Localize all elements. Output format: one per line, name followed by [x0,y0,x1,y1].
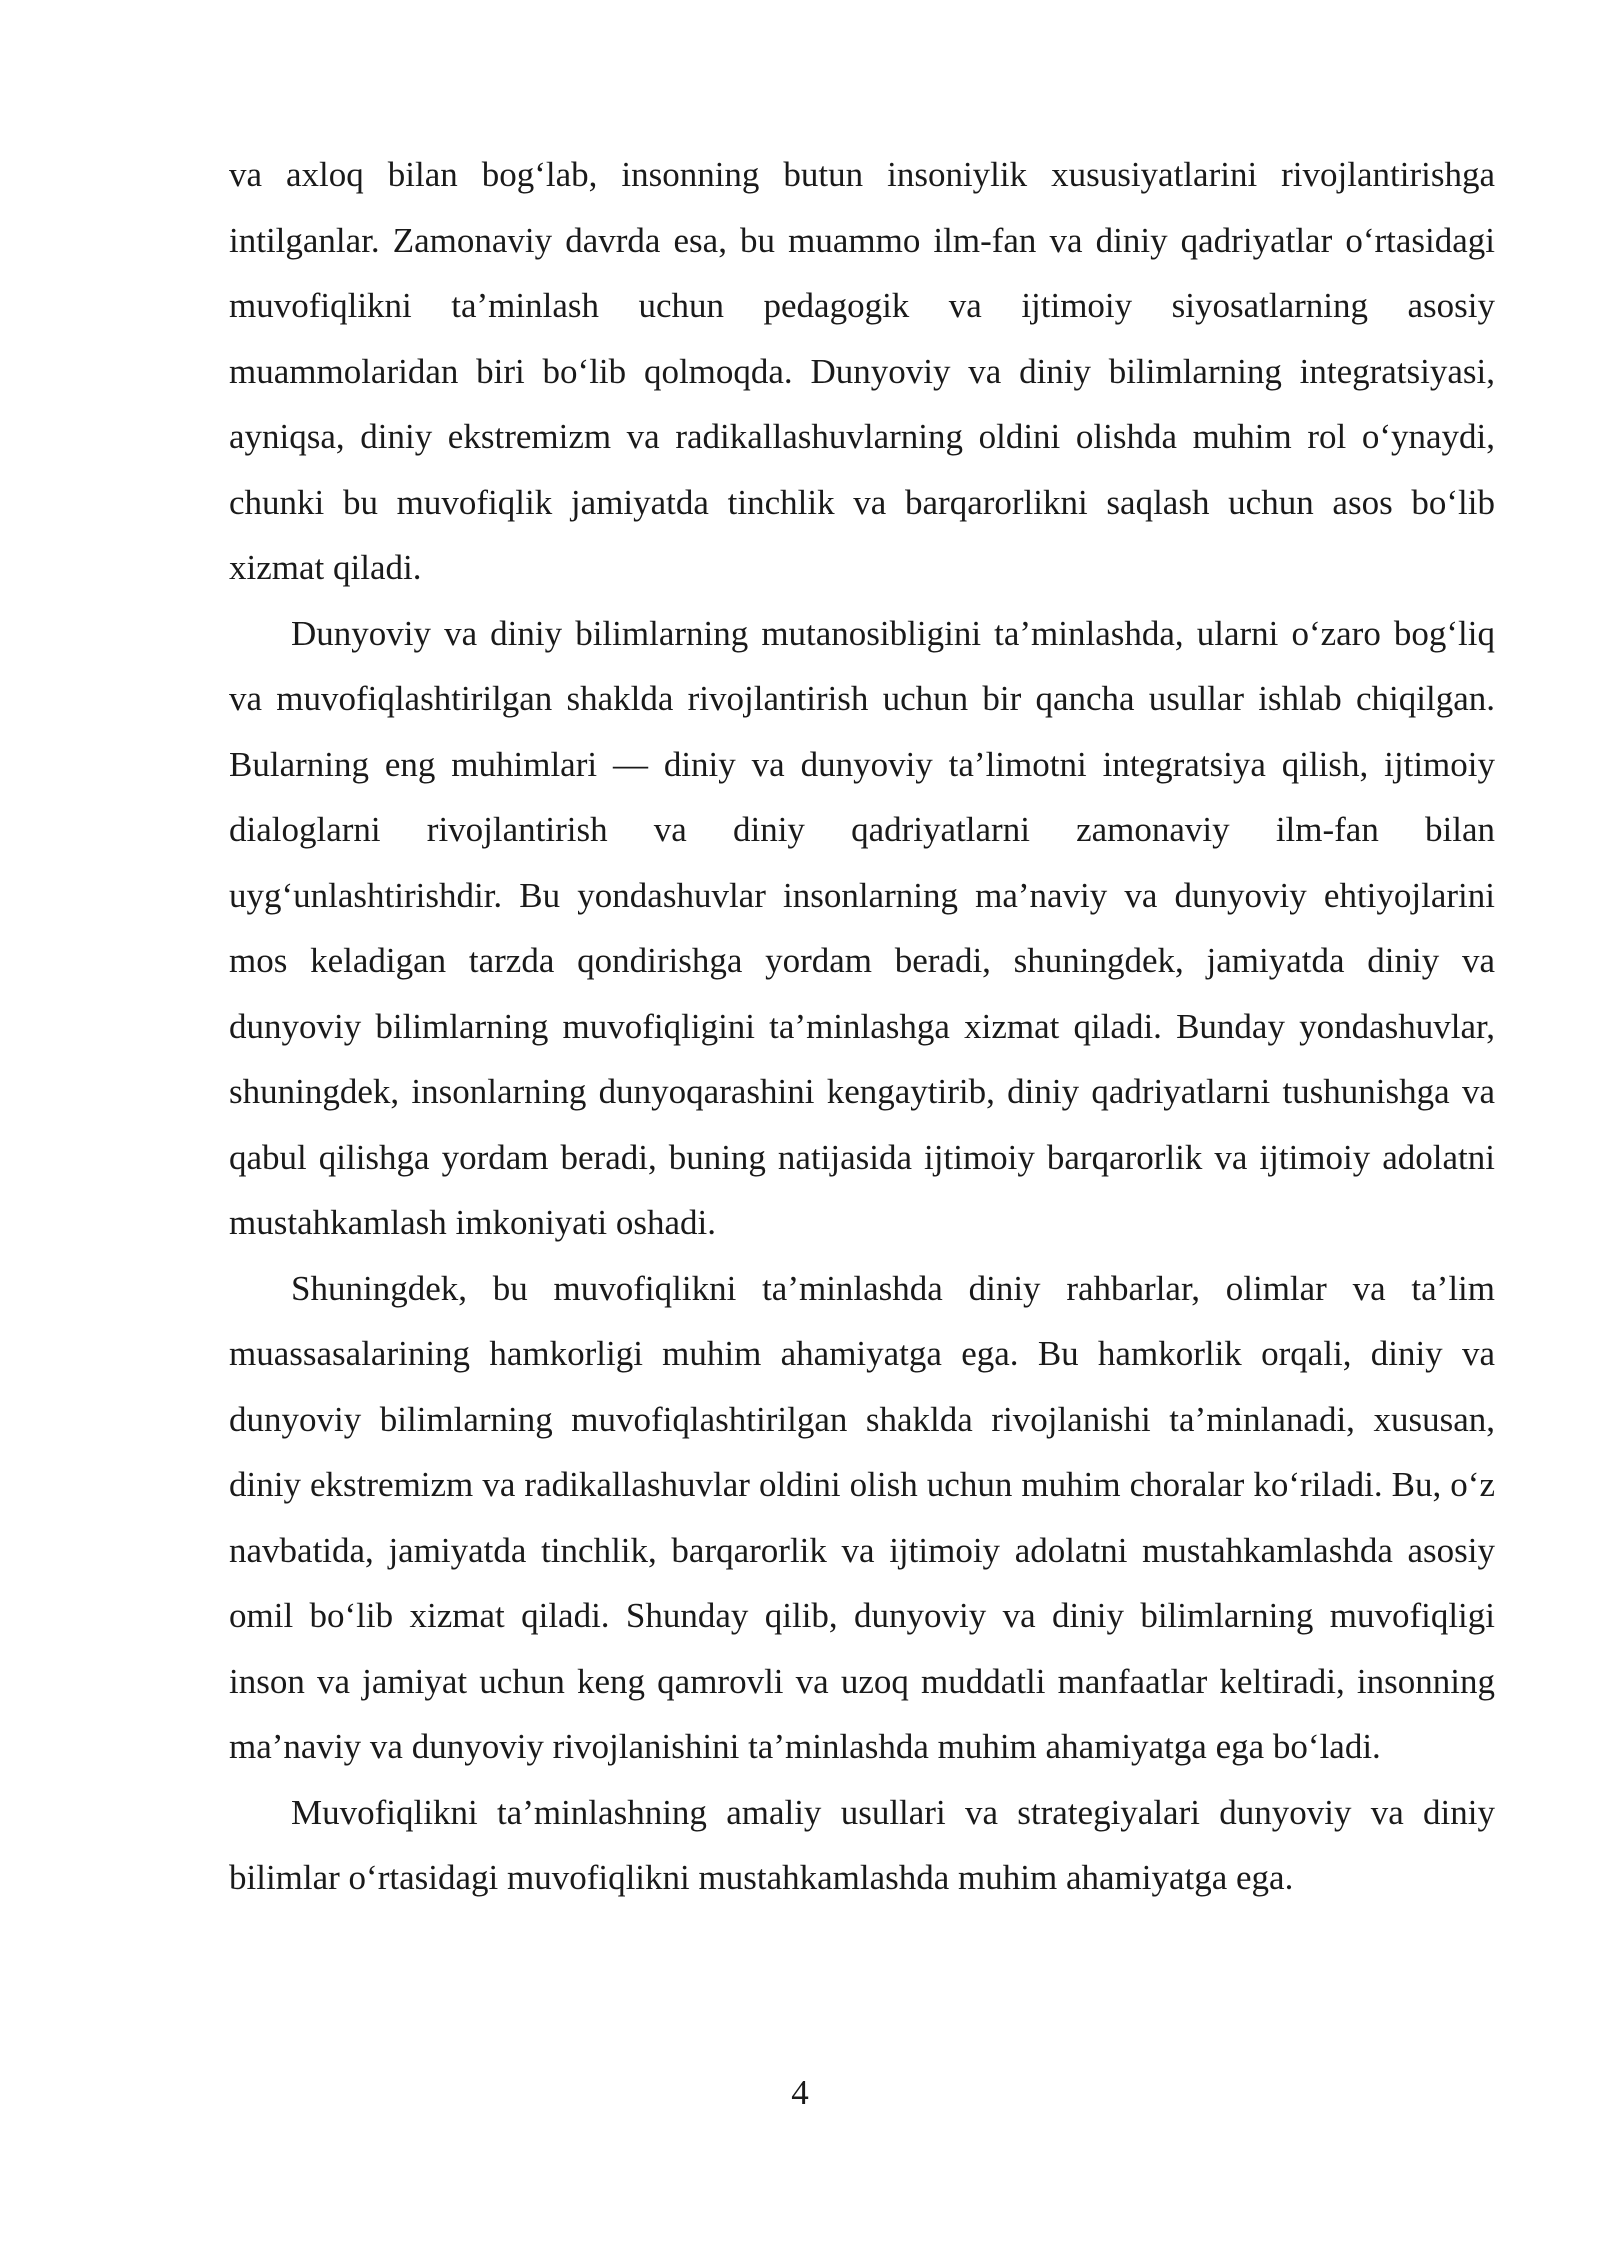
document-body [229,142,1495,1911]
paragraph-continuation: va axloq bilan bog‘lab, insonning butun insoniylik xususiyatlarini rivojlantirishga intilganlar. Zamonaviy davrda esa, bu muammo ilm-fan va diniy qadriyatlar o‘rtasidagi muvofiqlikni ta’minlash uchun pedagogik va ijtimoiy siyosatlarning asosiy muammolaridan biri bo‘lib qolmoqda. Dunyoviy va diniy bilimlarning integratsiyasi, ayniqsa, diniy ekstremizm va radikallashuvlarning oldini olishda muhim rol o‘ynaydi, chunki bu muvofiqlik jamiyatda tinchlik va barqarorlikni saqlash uchun asos bo‘lib xizmat qiladi. [229,155,1495,587]
paragraph-strategies: Muvofiqlikni ta’minlashning amaliy usullari va strategiyalari dunyoviy va diniy bilimlar o‘rtasidagi muvofiqlikni mustahkamlashda muhim ahamiyatga ega. [229,1792,1495,1897]
paragraph-methods: Dunyoviy va diniy bilimlarning mutanosibligini ta’minlashda, ularni o‘zaro bog‘liq va muvofiqlashtirilgan shaklda rivojlantirish uchun bir qancha usullar ishlab chiqilgan. Bularning eng muhimlari — diniy va dunyoviy ta’limotni integratsiya qilish, ijtimoiy dialoglarni rivojlantirish va diniy qadriyatlarni zamonaviy ilm-fan bilan uyg‘unlashtirishdir. Bu yondashuvlar insonlarning ma’naviy va dunyoviy ehtiyojlarini mos keladigan tarzda qondirishga yordam beradi, shuningdek, jamiyatda diniy va dunyoviy bilimlarning muvofiqligini ta’minlashga xizmat qiladi. Bunday yondashuvlar, shuningdek, insonlarning dunyoqarashini kengaytirib, diniy qadriyatlarni tushunishga va qabul qilishga yordam beradi, buning natijasida ijtimoiy barqarorlik va ijtimoiy adolatni mustahkamlash imkoniyati oshadi. [229,613,1495,1242]
page-number: 4 [791,2073,809,2112]
paragraph-cooperation: Shuningdek, bu muvofiqlikni ta’minlashda diniy rahbarlar, olimlar va ta’lim muassasalarining hamkorligi muhim ahamiyatga ega. Bu hamkorlik orqali, diniy va dunyoviy bilimlarning muvofiqlashtirilgan shaklda rivojlanishi ta’minlanadi, xususan, diniy ekstremizm va radikallashuvlar oldini olish uchun muhim choralar ko‘riladi. Bu, o‘z navbatida, jamiyatda tinchlik, barqarorlik va ijtimoiy adolatni mustahkamlashda asosiy omil bo‘lib xizmat qiladi. Shunday qilib, dunyoviy va diniy bilimlarning muvofiqligi inson va jamiyat uchun keng qamrovli va uzoq muddatli manfaatlar keltiradi, insonning ma’naviy va dunyoviy rivojlanishini ta’minlashda muhim ahamiyatga ega bo‘ladi. [229,1268,1495,1766]
